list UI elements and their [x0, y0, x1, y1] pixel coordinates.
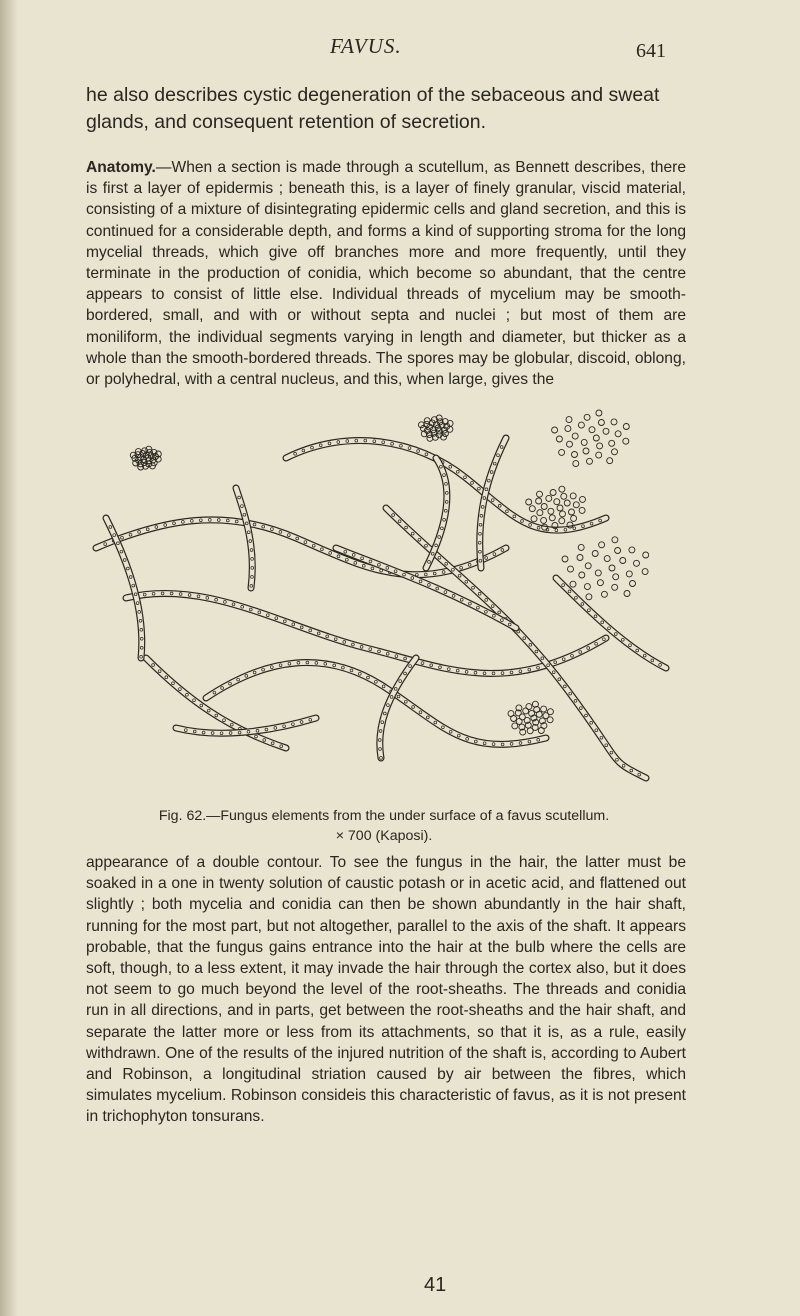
conidium-spore [604, 556, 610, 562]
conidium-spore [603, 428, 609, 434]
conidium-spore [609, 565, 615, 571]
conidium-spore [568, 566, 574, 572]
conidium-spore [573, 461, 579, 467]
figure-caption-magnification: × 700 (Kaposi). [335, 828, 433, 844]
conidium-spore [585, 563, 591, 569]
conidium-spore [626, 571, 632, 577]
conidium-spore [587, 458, 593, 464]
page-number: 641 [636, 40, 666, 62]
conidium-spore [598, 420, 604, 426]
mycelium-thread [126, 593, 606, 673]
conidium-spore [560, 511, 566, 517]
conidium-spore [597, 443, 603, 449]
conidium-spore [548, 508, 554, 514]
conidium-spore [596, 452, 602, 458]
fungus-illustration [86, 398, 682, 790]
fungus-figure [86, 398, 682, 790]
intro-paragraph: he also describes cystic degeneration of the sebaceous and sweat glands, and consequent retention of secretion. [86, 84, 660, 133]
conidium-spore [643, 552, 649, 558]
conidium-spore [546, 495, 552, 501]
conidium-spore [529, 506, 535, 512]
running-title: FAVUS. [330, 34, 402, 58]
conidium-spore [642, 569, 648, 575]
conidium-spore [620, 558, 626, 564]
conidium-spore [538, 728, 544, 734]
conidium-spore [572, 433, 578, 439]
conidium-spore [578, 544, 584, 550]
conidium-spore [612, 584, 618, 590]
page-gutter-shadow [0, 0, 18, 1316]
conidium-spore [573, 502, 579, 508]
conidium-spore [523, 708, 529, 714]
conidium-spore [630, 581, 636, 587]
conidium-spore [427, 435, 433, 441]
conidium-spore [549, 515, 555, 521]
conidium-spore [526, 499, 532, 505]
conidium-spore [527, 728, 533, 734]
conidium-spore [595, 570, 601, 576]
conidium-spore [593, 435, 599, 441]
conidium-spore [564, 500, 570, 506]
conidium-spore [556, 436, 562, 442]
conidium-spore [579, 507, 585, 513]
conidium-spore [601, 591, 607, 597]
conidium-spore [572, 452, 578, 458]
conidium-spore [508, 711, 514, 717]
conidium-spore [550, 490, 556, 496]
conidium-spore [584, 584, 590, 590]
mycelium-thread [386, 508, 646, 778]
conidium-spore [592, 551, 598, 557]
conidium-spore [580, 496, 586, 502]
conidium-spore [571, 515, 577, 521]
conidium-spore [424, 418, 430, 424]
conidium-spore [561, 493, 567, 499]
conidium-spore [629, 547, 635, 553]
conidium-spore [537, 510, 543, 516]
anatomy-heading: Anatomy. [86, 159, 156, 176]
conidium-spore [609, 440, 615, 446]
conidium-spore [557, 505, 563, 511]
conidium-spore [579, 572, 585, 578]
conidium-spore [526, 704, 532, 710]
anatomy-text: —When a section is made through a scutellum, as Bennett describes, there is first a layer of epidermis ; beneath this, is a layer of finely granular, viscid material, consisting of a mixture of disintegrating epidermic cells and gland secretion, and this is continued for a considerable depth, and forms a kind of supporting stroma for the long mycelial threads, which give off branches more and more frequently, until they terminate in the production of conidia, which become so abundant, that the centre appears to consist of little else. Individual threads of mycelium may be smooth-bordered, small, and with or without septa and nuclei ; but most of them are moniliform, the individual segments varying in length and diameter, but thicker as a whole than the smooth-bordered threads. The spores may be globular, discoid, oblong, or polyhedral, with a central nucleus, and this, when large, gives the [86, 159, 686, 389]
conidium-spore [512, 723, 518, 729]
mycelium-thread-inner [126, 593, 606, 673]
conidium-spore [623, 424, 629, 430]
conidium-spore [541, 517, 547, 523]
conidium-spore [586, 594, 592, 600]
page-header [0, 34, 800, 64]
conidium-spore [559, 486, 565, 492]
conidium-spore [566, 417, 572, 423]
conidium-spore [597, 580, 603, 586]
conidium-spore [612, 449, 618, 455]
conidium-spore [567, 441, 573, 447]
conidium-spore [615, 548, 621, 554]
conidium-spore [599, 542, 605, 548]
conidium-spore [559, 449, 565, 455]
conidium-spore [577, 555, 583, 561]
conidium-spore [537, 491, 543, 497]
conidium-spore [578, 422, 584, 428]
conidium-spore [570, 581, 576, 587]
conidium-spore [611, 419, 617, 425]
conidium-spore [596, 410, 602, 416]
conidium-spore [531, 516, 537, 522]
conidium-spore [607, 458, 613, 464]
conidium-spore [552, 427, 558, 433]
conidium-spore [634, 560, 640, 566]
conidium-spore [541, 706, 547, 712]
figure-caption-title: Fig. 62.—Fungus elements from the under surface of a favus scutellum. [158, 808, 610, 824]
conidium-spore [615, 431, 621, 437]
conidium-spore [589, 427, 595, 433]
conidium-spore [613, 574, 619, 580]
conidium-spore [565, 426, 571, 432]
conidium-spore [581, 439, 587, 445]
conidium-spore [623, 438, 629, 444]
conidium-spore [547, 709, 553, 715]
conidium-spore [536, 498, 542, 504]
conidium-spore [584, 414, 590, 420]
conidium-spore [612, 537, 618, 543]
conidium-spore [547, 717, 553, 723]
conidium-spore [541, 504, 547, 510]
conidium-spore [554, 499, 560, 505]
conidium-spore [624, 591, 630, 597]
continuation-paragraph: appearance of a double contour. To see the fungus in the hair, the latter must be soaked in a one in twenty solution of caustic potash or in acetic acid, and flattened out slightly ; both mycelia and conidia can then be shown abundantly in the hair shaft, running for the most part, but not altogether, parallel to the axis of the shaft. It appears probable, that the fungus gains entrance into the hair at the bulb where the cells are soft, though, to a less extent, it may invade the hair through the cortex also, but it does not seem to go much beyond the level of the root-sheaths. The threads and conidia run in all directions, and in parts, get between the root-sheaths and the hair shaft, and separate the latter more or less from its attachments, so that it is, as a rule, easily withdrawn. One of the results of the injured nutrition of the shaft is, according to Aubert and Robinson, a longitudinal striation caused by air between the fibres, which simulates mycelium. Robinson consideis this characteristic of favus, as it is not present in trichophyton tonsurans. [86, 854, 686, 1126]
anatomy-paragraph [86, 157, 686, 390]
signature-mark: 41 [424, 1274, 447, 1296]
figure-caption [86, 806, 682, 846]
conidium-spore [569, 509, 575, 515]
conidium-spore [583, 448, 589, 454]
conidium-spore [562, 556, 568, 562]
conidium-spore [532, 701, 538, 707]
conidium-spore [570, 493, 576, 499]
conidium-spore [559, 518, 565, 524]
